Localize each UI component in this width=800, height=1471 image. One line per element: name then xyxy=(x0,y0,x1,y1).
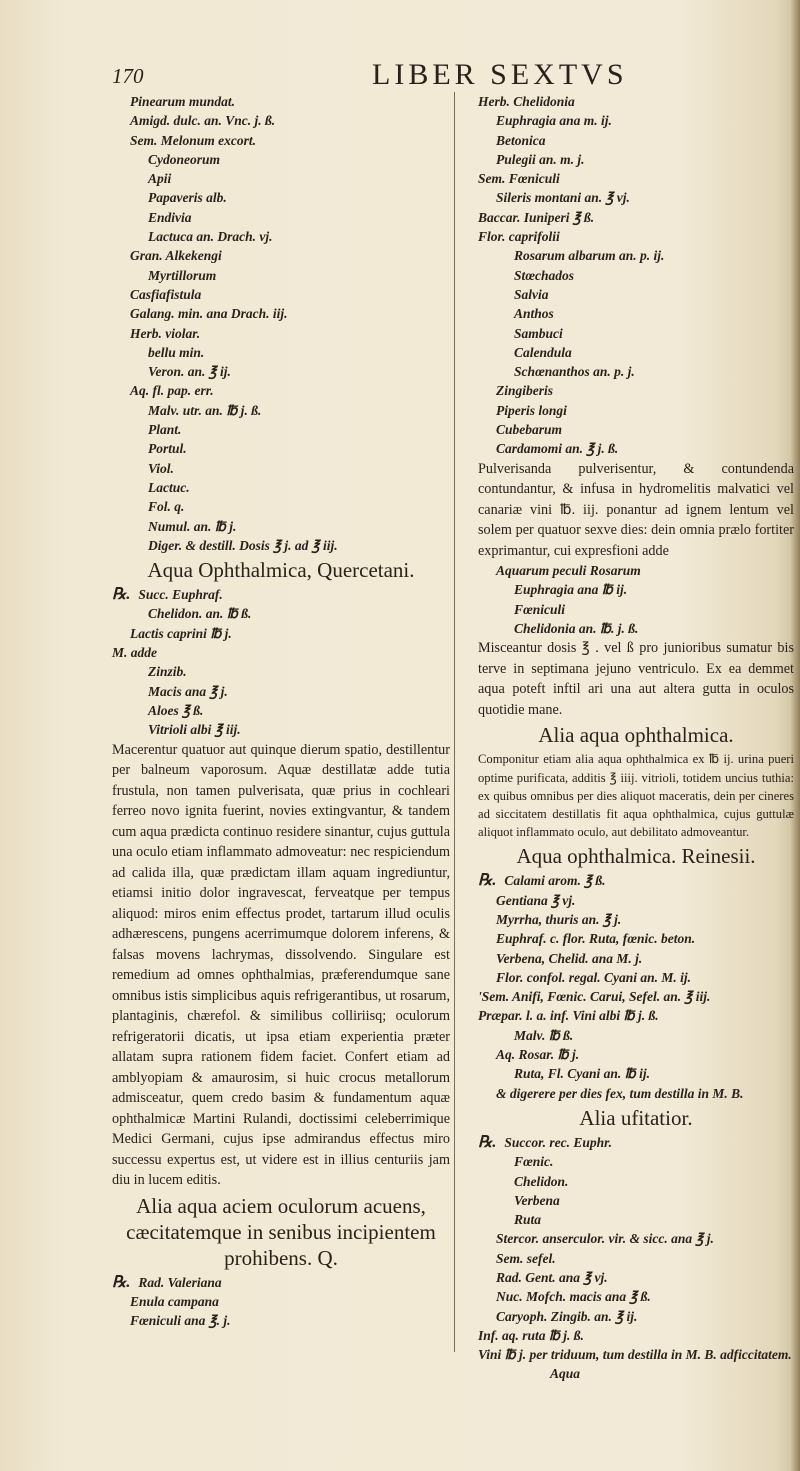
recipe-line xyxy=(478,1064,794,1083)
recipe-text: Endivia xyxy=(148,209,192,225)
recipe-line xyxy=(478,420,794,439)
recipe-text: Malv. utr. an. ℔ j. ß. xyxy=(148,402,262,418)
recipe-line xyxy=(112,459,450,478)
recipe-line xyxy=(478,910,794,929)
recipe-text: Ruta xyxy=(514,1212,542,1228)
left-column xyxy=(112,92,450,1330)
recipe-text: Betonica xyxy=(496,132,546,148)
recipe-line xyxy=(478,1191,794,1210)
recipe-line xyxy=(112,1273,450,1292)
recipe-line xyxy=(478,285,794,304)
recipe-text: Stœchados xyxy=(514,267,575,283)
recipe-text: Aloes ℥ ß. xyxy=(148,702,204,718)
column-divider xyxy=(454,92,455,1352)
recipe-line xyxy=(112,188,450,207)
section-heading: Alia aqua ophthalmica. xyxy=(538,723,734,748)
recipe-text: Caryoph. Zingib. an. ℥ ij. xyxy=(496,1308,638,1324)
recipe-text: Macis ana ℥ j. xyxy=(148,683,228,699)
body-paragraph: Pulverisanda pulverisentur, & contundenda contundantur, & infusa in hydromelitis malvatici vel canariæ vini ℔. iij. ponantur ad ignem lentum vel solem per quatuor sexve dies: dein omnia prælo fortiter exprimantur, cui expresfioni adde xyxy=(478,460,794,559)
recipe-line xyxy=(478,891,794,910)
recipe-text: M. adde xyxy=(112,645,157,661)
recipe-text: Rad. Gent. ana ℥ vj. xyxy=(496,1269,608,1285)
recipe-line xyxy=(478,324,794,343)
recipe-text: Inf. aq. ruta ℔ j. ß. xyxy=(478,1327,584,1343)
recipe-line xyxy=(478,1172,794,1191)
recipe-text: Lactis caprini ℔ j. xyxy=(130,625,232,641)
recipe-line xyxy=(478,580,794,599)
recipe-text: Numul. an. ℔ j. xyxy=(148,518,237,534)
recipe-text: Piperis longi xyxy=(496,402,567,418)
recipe-text: bellu min. xyxy=(148,344,205,360)
recipe-line xyxy=(112,643,450,662)
recipe-text: Herb. Chelidonia xyxy=(478,94,575,109)
recipe-text: Herb. violar. xyxy=(130,325,201,341)
recipe-line xyxy=(478,304,794,323)
body-paragraph: Macerentur quatuor aut quinque dierum spatio, destillentur per balneum vaporosum. Aquæ destillatæ adde tutia frustula, non tamen pulverisata, quæ prius in cochleari ferreo novo ignita fuerint, novies extingvantur, & tandem cum aqua prædicta continuo residere sinantur, cujus guttula una oculo etiam inflammato admoveatur: nec respiciendum ad calida illa, quæ prædictam illam aquam ingrediuntur, etiamsi initio dolor ingravescat, ferveatque per tempus aliquod: miros enim effectus prodet, tartarum illud oculis adhærescens, pungens acerrimumque dolorem inferens, & falsas movens lachrymas, dissolvendo. Singulare est remedium ad omnes ophthalmias, præferendumque sane omnibus istis simplicibus aquis refrigerantibus, ut rosarum, plantaginis, chærefol. & similibus colliriisq; oculorum refrigeratorii dicatis, ut ipsa etiam experientia præter allatam supra rationem fidem faciet. Confert etiam ad amblyopiam & amaurosim, si huic crocus metallorum admisceatur, quem credo basim & fundamentum aquæ ophthalmicæ Martini Rulandi, doctissimi celeberrimique Medici Germani, cujus ipse admirandus effectus miro successu expertus est, ut videre est in illius centuriis jam diu in lucem editis. xyxy=(112,741,450,1188)
recipe-text: Calendula xyxy=(514,344,572,360)
recipe-text: Flor. caprifolii xyxy=(478,229,560,245)
page-number: 170 xyxy=(112,64,144,88)
recipe-line xyxy=(112,497,450,516)
section-heading: Aqua Ophthalmica, Quercetani. xyxy=(147,558,415,583)
recipe-line xyxy=(478,949,794,968)
recipe-text: Apii xyxy=(148,171,172,187)
recipe-text: Veron. an. ℥ ij. xyxy=(148,364,231,380)
recipe-line xyxy=(478,208,794,227)
recipe-symbol: ℞. xyxy=(478,872,497,890)
recipe-line xyxy=(112,720,450,739)
recipe-text: Anthos xyxy=(514,306,554,322)
recipe-text: Verbena, Chelid. ana M. j. xyxy=(496,950,643,966)
recipe-text: Euphraf. c. flor. Ruta, fœnic. beton. xyxy=(496,931,696,947)
recipe-line xyxy=(478,1026,794,1045)
recipe-text: Viol. xyxy=(148,460,174,476)
recipe-line xyxy=(478,1364,794,1383)
recipe-text: Nuc. Mofch. macis ana ℥ ß. xyxy=(496,1289,651,1305)
recipe-text: Fœniculi ana ℥. j. xyxy=(130,1313,231,1329)
recipe-text: Zinzib. xyxy=(148,664,187,680)
recipe-symbol: ℞. xyxy=(478,1133,497,1151)
recipe-line xyxy=(112,131,450,150)
recipe-line xyxy=(478,111,794,130)
recipe-text: Sem. Melonum excort. xyxy=(130,132,257,148)
recipe-text: Vitrioli albi ℥ iij. xyxy=(148,722,241,738)
recipe-text: Præpar. l. a. inf. Vini albi ℔ j. ß. xyxy=(478,1008,659,1024)
recipe-line xyxy=(112,585,450,604)
recipe-text: Pinearum mundat. xyxy=(130,94,236,109)
recipe-text: Cubebarum xyxy=(496,422,563,438)
recipe-line xyxy=(478,169,794,188)
recipe-line xyxy=(478,1006,794,1025)
recipe-line xyxy=(112,362,450,381)
recipe-text: Cydoneorum xyxy=(148,151,221,167)
recipe-line xyxy=(478,362,794,381)
recipe-text: Vini ℔ j. per triduum, tum destilla in M. B. adficcitatem. xyxy=(478,1347,792,1363)
recipe-text: Diger. & destill. Dosis ℥ j. ad ℥ iij. xyxy=(148,537,338,553)
recipe-text: Chelidon. xyxy=(514,1173,569,1189)
recipe-text: Amigd. dulc. an. Vnc. j. ß. xyxy=(130,113,276,129)
recipe-text: Pulegii an. m. j. xyxy=(496,151,585,167)
recipe-text: Fol. q. xyxy=(148,499,185,515)
recipe-line xyxy=(112,420,450,439)
recipe-text: 'Sem. Anifi, Fœnic. Carui, Sefel. an. ℥ iij. xyxy=(478,989,711,1005)
recipe-line xyxy=(478,246,794,265)
recipe-line xyxy=(478,968,794,987)
recipe-text: Portul. xyxy=(148,441,187,457)
running-head: LIBER SEXTVS xyxy=(372,58,628,91)
recipe-text: Galang. min. ana Drach. iij. xyxy=(130,306,288,322)
recipe-text: Ruta, Fl. Cyani an. ℔ ij. xyxy=(514,1066,650,1082)
recipe-line xyxy=(478,227,794,246)
recipe-line xyxy=(112,227,450,246)
recipe-text: Enula campana xyxy=(130,1293,219,1309)
recipe-line xyxy=(112,1292,450,1311)
recipe-line xyxy=(112,1311,450,1330)
recipe-text: Aquarum peculi Rosarum xyxy=(496,563,641,579)
recipe-text: Myrtillorum xyxy=(148,267,217,283)
recipe-text: Aq. Rosar. ℔ j. xyxy=(496,1047,580,1063)
recipe-line xyxy=(478,401,794,420)
recipe-text: Baccar. Iuniperi ℥ ß. xyxy=(478,209,595,225)
recipe-text: Salvia xyxy=(514,286,549,302)
recipe-symbol: ℞. xyxy=(112,586,131,604)
recipe-line xyxy=(478,1268,794,1287)
recipe-text: & digerere per dies fex, tum destilla in M. B. xyxy=(496,1085,744,1101)
recipe-line xyxy=(478,92,794,111)
body-paragraph: Componitur etiam alia aqua ophthalmica ex ℔ ij. urina pueri optime purificata, additis ℥ iiij. vitrioli, totidem uncius tuthia: ex quibus omnibus per dies aliquot maceratis, dein per cineres ad siccitatem destillatis fit aqua ophthalmica, cujus guttulæ aliquot inflammato oculo, aut debilitato admoveantur. xyxy=(478,752,794,840)
recipe-line xyxy=(478,1326,794,1345)
recipe-text: Euphragia ana ℔ ij. xyxy=(514,582,628,598)
recipe-text: Aq. fl. pap. err. xyxy=(130,383,214,399)
recipe-line xyxy=(478,439,794,458)
recipe-line xyxy=(112,343,450,362)
recipe-line xyxy=(112,246,450,265)
recipe-text: Papaveris alb. xyxy=(148,190,227,206)
recipe-line xyxy=(478,266,794,285)
recipe-text: Calami arom. ℥ ß. xyxy=(504,873,606,889)
recipe-text: Euphragia ana m. ij. xyxy=(496,113,612,129)
recipe-line xyxy=(478,1249,794,1268)
recipe-line xyxy=(112,682,450,701)
recipe-line xyxy=(478,871,794,890)
body-paragraph: Misceantur dosis ℥ . vel ß pro junioribus sumatur bis terve in septimana jejuno ventriculo. Ex ea demmet aqua poteft inftil ari una aut altera gutta in oculos quotidie mane. xyxy=(478,640,794,718)
recipe-text: Myrrha, thuris an. ℥ j. xyxy=(496,911,622,927)
recipe-line xyxy=(478,987,794,1006)
recipe-text: Casfiafistula xyxy=(130,286,202,302)
recipe-text: Sileris montani an. ℥ vj. xyxy=(496,190,630,206)
recipe-line xyxy=(478,131,794,150)
recipe-line xyxy=(478,1133,794,1152)
recipe-line xyxy=(112,536,450,555)
recipe-line xyxy=(112,381,450,400)
recipe-text: Stercor. anserculor. vir. & sicc. ana ℥ j. xyxy=(496,1231,714,1247)
recipe-text: Fœnic. xyxy=(514,1154,554,1170)
recipe-line xyxy=(478,600,794,619)
right-column xyxy=(478,92,794,1384)
recipe-line xyxy=(478,188,794,207)
recipe-line xyxy=(478,150,794,169)
recipe-line xyxy=(112,401,450,420)
recipe-line xyxy=(112,662,450,681)
recipe-text: Sem. Fœniculi xyxy=(478,171,560,187)
recipe-line xyxy=(112,324,450,343)
recipe-line xyxy=(478,1045,794,1064)
recipe-text: Plant. xyxy=(148,422,182,438)
recipe-line xyxy=(478,1229,794,1248)
section-heading: Alia ufitatior. xyxy=(579,1105,693,1130)
recipe-line xyxy=(112,266,450,285)
recipe-text: Rad. Valeriana xyxy=(138,1274,222,1290)
recipe-line xyxy=(112,478,450,497)
recipe-text: Succor. rec. Euphr. xyxy=(504,1134,612,1150)
recipe-line xyxy=(478,1307,794,1326)
recipe-text: Cardamomi an. ℥ j. ß. xyxy=(496,441,619,457)
recipe-text: Rosarum albarum an. p. ij. xyxy=(514,248,665,264)
recipe-text: Succ. Euphraf. xyxy=(138,587,223,603)
recipe-line xyxy=(112,208,450,227)
recipe-text: Sambuci xyxy=(514,325,563,341)
recipe-text: Sem. sefel. xyxy=(496,1250,556,1266)
recipe-text: Fœniculi xyxy=(514,601,566,617)
recipe-text: Gran. Alkekengi xyxy=(130,248,222,264)
section-heading: Aqua ophthalmica. Reinesii. xyxy=(516,844,756,869)
recipe-line xyxy=(478,1345,794,1364)
recipe-line xyxy=(112,92,450,111)
recipe-text: Gentiana ℥ vj. xyxy=(496,892,576,908)
recipe-symbol: ℞. xyxy=(112,1273,131,1291)
recipe-line xyxy=(112,285,450,304)
recipe-line xyxy=(112,150,450,169)
recipe-text: Zingiberis xyxy=(496,383,554,399)
recipe-text: Chelidon. an. ℔ ß. xyxy=(148,606,252,622)
recipe-text: Flor. confol. regal. Cyani an. M. ij. xyxy=(496,969,692,985)
recipe-line xyxy=(478,1084,794,1103)
recipe-line xyxy=(112,304,450,323)
recipe-text: Chelidonia an. ℔. j. ß. xyxy=(514,621,639,637)
recipe-text: Lactuc. xyxy=(148,479,190,495)
recipe-line xyxy=(478,619,794,638)
recipe-line xyxy=(478,561,794,580)
recipe-line xyxy=(112,624,450,643)
recipe-line xyxy=(478,381,794,400)
recipe-line xyxy=(478,343,794,362)
recipe-line xyxy=(112,111,450,130)
recipe-text: Aqua xyxy=(550,1366,581,1382)
recipe-line xyxy=(112,701,450,720)
recipe-text: Malv. ℔ ß. xyxy=(514,1027,574,1043)
recipe-line xyxy=(478,1210,794,1229)
recipe-line xyxy=(478,929,794,948)
recipe-line xyxy=(112,517,450,536)
recipe-text: Lactuca an. Drach. vj. xyxy=(148,229,273,245)
recipe-text: Schœnanthos an. p. j. xyxy=(514,364,635,380)
section-heading: Alia aqua aciem oculorum acuens, cæcitatemque in senibus incipientem prohibens. Q. xyxy=(126,1193,436,1270)
recipe-line xyxy=(478,1287,794,1306)
recipe-line xyxy=(112,439,450,458)
recipe-line xyxy=(112,169,450,188)
recipe-line xyxy=(478,1152,794,1171)
recipe-line xyxy=(112,604,450,623)
recipe-text: Verbena xyxy=(514,1192,560,1208)
